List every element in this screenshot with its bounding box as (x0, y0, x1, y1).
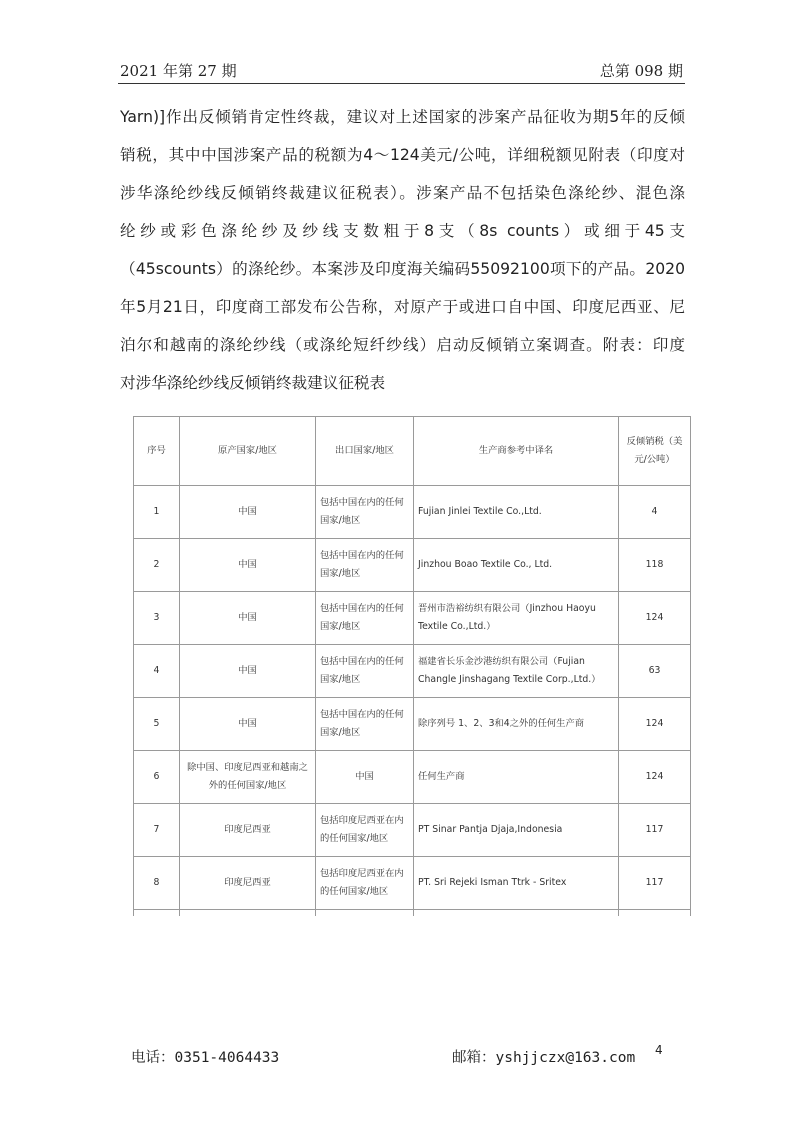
cell-producer: 福建省长乐金沙港纺织有限公司（Fujian Changle Jinshagang Textile Corp.,Ltd.） (414, 645, 619, 698)
cell-no: 2 (134, 539, 180, 592)
body-paragraph (120, 98, 685, 402)
col-header-no: 序号 (134, 417, 180, 486)
cell-producer: 除序列号 1、2、3和4之外的任何生产商 (414, 698, 619, 751)
cell-producer: PT. Sri Rejeki Isman Ttrk - Sritex (414, 857, 619, 910)
cell-duty: 124 (619, 698, 691, 751)
cell-export: 包括中国在内的任何国家/地区 (316, 698, 414, 751)
total-issue-number: 总第 098 期 (599, 62, 683, 80)
cell-export: 包括中国在内的任何国家/地区 (316, 645, 414, 698)
issue-number: 2021 年第 27 期 (120, 62, 237, 80)
cell-producer: 任何生产商 (414, 751, 619, 804)
cell-duty: 117 (619, 804, 691, 857)
col-header-origin: 原产国家/地区 (180, 417, 316, 486)
table-row (134, 857, 691, 910)
cell-export: 包括印度尼西亚在内的任何国家/地区 (316, 804, 414, 857)
cell-export: 包括印度尼西亚在内的任何国家/地区 (316, 857, 414, 910)
cell-duty: 124 (619, 751, 691, 804)
cell-no: 4 (134, 645, 180, 698)
page-header (120, 60, 683, 82)
cell-duty: 4 (619, 486, 691, 539)
cell-origin: 中国 (180, 592, 316, 645)
cell-producer: Fujian Jinlei Textile Co.,Ltd. (414, 486, 619, 539)
table-row (134, 486, 691, 539)
body-line: （45scounts）的涤纶纱。本案涉及印度海关编码55092100项下的产品。2020 (120, 260, 685, 278)
body-line: 销税，其中中国涉案产品的税额为4～124美元/公吨，详细税额见附表（印度对 (120, 146, 685, 164)
cell-duty: 63 (619, 645, 691, 698)
cell-origin: 印度尼西亚 (180, 857, 316, 910)
header-divider (118, 83, 685, 84)
cell-export: 包括中国在内的任何国家/地区 (316, 486, 414, 539)
body-line: 年5月21日，印度商工部发布公告称，对原产于或进口自中国、印度尼西亚、尼 (120, 298, 685, 316)
cell-duty: 117 (619, 857, 691, 910)
footer-email: 邮箱：yshjjczx@163.com (452, 1050, 636, 1066)
cell-duty: 124 (619, 592, 691, 645)
cell-origin: 中国 (180, 645, 316, 698)
table-row (134, 645, 691, 698)
cell-no: 1 (134, 486, 180, 539)
body-line: 泊尔和越南的涤纶纱线（或涤纶短纤纱线）启动反倾销立案调查。附表：印度 (120, 336, 685, 354)
page-number: 4 (655, 1043, 663, 1057)
cell-export: 中国 (316, 751, 414, 804)
table-row (134, 751, 691, 804)
footer-phone: 电话：0351-4064433 (131, 1050, 280, 1066)
col-header-export: 出口国家/地区 (316, 417, 414, 486)
cell-producer: Jinzhou Boao Textile Co., Ltd. (414, 539, 619, 592)
table-row (134, 592, 691, 645)
cell-origin: 除中国、印度尼西亚和越南之外的任何国家/地区 (180, 751, 316, 804)
table-header-row (134, 417, 691, 486)
cell-no: 7 (134, 804, 180, 857)
col-header-duty: 反倾销税（美元/公吨） (619, 417, 691, 486)
cell-producer: 晋州市浩裕纺织有限公司（Jinzhou Haoyu Textile Co.,Ltd.） (414, 592, 619, 645)
col-header-producer: 生产商参考中译名 (414, 417, 619, 486)
body-line: 涉华涤纶纱线反倾销终裁建议征税表）。涉案产品不包括染色涤纶纱、混色涤 (120, 184, 685, 202)
cell-origin: 中国 (180, 486, 316, 539)
body-line: 对涉华涤纶纱线反倾销终裁建议征税表 (120, 374, 386, 392)
cell-origin: 中国 (180, 539, 316, 592)
body-line: Yarn)]作出反倾销肯定性终裁，建议对上述国家的涉案产品征收为期5年的反倾 (120, 108, 685, 126)
body-line: 纶纱或彩色涤纶纱及纱线支数粗于8支（8s counts）或细于45支 (120, 222, 685, 240)
cell-no: 6 (134, 751, 180, 804)
cell-no: 8 (134, 857, 180, 910)
table-continuation-row (134, 910, 691, 917)
cell-no: 3 (134, 592, 180, 645)
cell-export: 包括中国在内的任何国家/地区 (316, 592, 414, 645)
cell-origin: 印度尼西亚 (180, 804, 316, 857)
cell-origin: 中国 (180, 698, 316, 751)
duty-table (133, 416, 691, 916)
table-row (134, 804, 691, 857)
cell-export: 包括中国在内的任何国家/地区 (316, 539, 414, 592)
cell-producer: PT Sinar Pantja Djaja,Indonesia (414, 804, 619, 857)
table-row (134, 539, 691, 592)
cell-no: 5 (134, 698, 180, 751)
table-row (134, 698, 691, 751)
cell-duty: 118 (619, 539, 691, 592)
